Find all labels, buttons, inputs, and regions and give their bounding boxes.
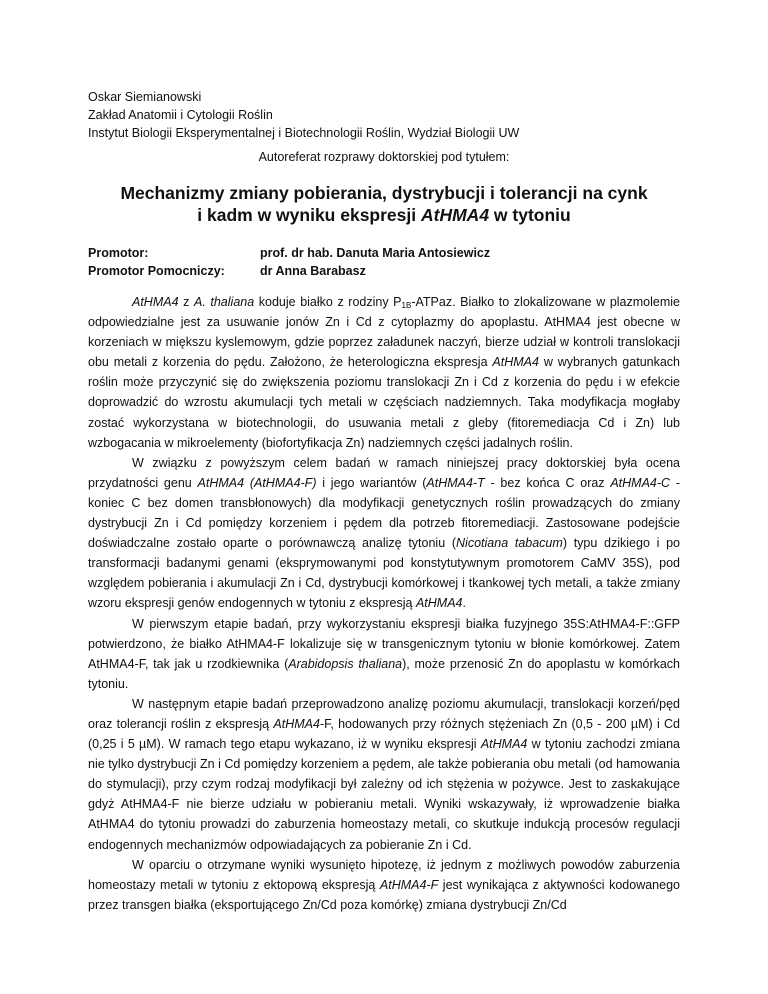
- species-name: A. thaliana: [193, 295, 255, 309]
- species-name: Arabidopsis thaliana: [288, 656, 403, 671]
- title-gene: AtHMA4: [421, 205, 490, 225]
- assistant-promotor-name: dr Anna Barabasz: [260, 264, 366, 278]
- assistant-promotor-row: [88, 262, 490, 280]
- gene-name: AtHMA4-T: [426, 475, 485, 490]
- text: i jego wariantów (: [316, 475, 427, 490]
- text: jest wynikająca z aktywności kodowanego przez transgen białka (eksportującego Zn/Cd poza komórkę) zmiana dystrybucji Zn/Cd: [88, 877, 680, 912]
- gene-name: AtHMA4-F: [379, 877, 439, 892]
- title-line-1: Mechanizmy zmiany pobierania, dystrybucji i tolerancji na cynk: [120, 183, 648, 203]
- paragraph-4: [88, 694, 680, 855]
- gene-name: AtHMA4: [132, 295, 179, 309]
- text: - koniec C bez domen transbłonowych) dla modyfikacji genetycznych roślin prowadzących do zmiany dystrybucji Zn i Cd pomiędzy korzeniem i pędem dla potrzeb fitoremediacji. Zastosowane podejście doświadczalne zostało oparte o porównawczą analizę tytoniu (: [88, 475, 680, 551]
- title-text: i kadm w wyniku ekspresji: [197, 205, 421, 225]
- paragraph-5: [88, 855, 680, 915]
- document-subtitle: Autoreferat rozprawy doktorskiej pod tytułem:: [258, 150, 510, 164]
- thesis-title: [100, 182, 668, 226]
- text: ), może przenosić Zn do apoplastu w komórkach tytoniu.: [88, 656, 681, 691]
- text: ) typu dzikiego i po transformacji badanymi genami (eksprymowanymi pod konstytutywnym promotorem CaMV 35S), pod względem pobierania i akumulacji Zn i Cd, dystrybucji komórkowej i tkankowej tych metali, a także zmiany wzoru ekspresji genów endogennych w tytoniu z ekspresją: [88, 536, 680, 611]
- author-header: [88, 88, 519, 142]
- paragraph-1: [88, 292, 680, 453]
- gene-name: AtHMA4: [415, 596, 463, 611]
- paragraph-3: [88, 614, 680, 694]
- text: -F, hodowanych przy różnych stężeniach Zn (0,5 - 200 µM) i Cd (0,25 i 5 µM). W ramach tego etapu wykazano, iż w wyniku ekspresji: [88, 716, 680, 752]
- text: w wybranych gatunkach roślin może przyczynić się do zwiększenia poziomu translokacji Zn i Cd z korzenia do pędu i w efekcie doprowadzić do wzrostu akumulacji tych metali w częściach nadziemnych. Taka modyfikacja mogłaby zostać wykorzystana w biotechnologii, do usuwania metali z gleby (fitoremediacja Cd i Zn) lub wzbogacania w mikroelementy (biofortyfikacja Zn) nadziemnych części jadalnych roślin.: [88, 355, 680, 450]
- author-name: Oskar Siemianowski: [88, 90, 202, 104]
- text: W pierwszym etapie badań, przy wykorzystaniu ekspresji białka fuzyjnego 35S:AtHMA4-F::GFP potwierdzono, że białko AtHMA4-F lokalizuje się w transgenicznym tytoniu w błonie komórkowej. Zatem AtHMA4-F, tak jak u rzodkiewnika (: [88, 616, 680, 671]
- gene-name: AtHMA4: [480, 737, 528, 752]
- promotors-block: [88, 244, 490, 280]
- gene-name: AtHMA4: [273, 716, 320, 731]
- text: koduje białko z rodziny P: [254, 295, 402, 309]
- subscript: 1B: [401, 301, 412, 310]
- text: W następnym etapie badań przeprowadzono analizę poziomu akumulacji, translokacji korzeń/pęd oraz tolerancji roślin z ekspresją: [88, 696, 680, 731]
- title-line-2: [100, 204, 668, 226]
- gene-name: AtHMA4-C: [610, 475, 671, 490]
- institute-name: Instytut Biologii Eksperymentalnej i Biotechnologii Roślin, Wydział Biologii UW: [88, 126, 520, 140]
- text: z: [178, 295, 194, 309]
- promotor-row: [88, 244, 490, 262]
- promotor-name: prof. dr hab. Danuta Maria Antosiewicz: [260, 246, 491, 260]
- paragraph-2: [88, 453, 680, 614]
- promotor-label: Promotor:: [88, 246, 149, 260]
- gene-name: AtHMA4: [492, 355, 539, 370]
- title-text: w tytoniu: [489, 205, 571, 225]
- species-name: Nicotiana tabacum: [456, 536, 563, 551]
- body-text: [88, 292, 680, 915]
- text: W oparciu o otrzymane wyniki wysunięto hipotezę, iż jednym z możliwych powodów zaburzenia homeostazy metali w tytoniu z ektopową ekspresją: [88, 857, 680, 892]
- text: .: [462, 596, 466, 611]
- gene-name: AtHMA4 (AtHMA4-F): [197, 475, 317, 490]
- department-name: Zakład Anatomii i Cytologii Roślin: [88, 108, 273, 122]
- text: W związku z powyższym celem badań w ramach niniejszej pracy doktorskiej była ocena przydatności genu: [88, 455, 680, 490]
- text: -ATPaz. Białko to zlokalizowane w plazmolemie odpowiedzialne jest za usuwanie jonów Zn i Cd z cytoplazmy do apoplastu. AtHMA4 jest obecne w korzeniach w miększu kyslemowym, gdzie poprzez załadunek naczyń, bierze udział w kontroli translokacji obu metali z korzenia do pędu. Założono, że heterologiczna ekspresja: [88, 295, 680, 370]
- assistant-promotor-label: Promotor Pomocniczy:: [88, 264, 225, 278]
- text: w tytoniu zachodzi zmiana nie tylko dystrybucji Zn i Cd pomiędzy korzeniem a pędem, ale także pobierania obu metali (od hamowania do stymulacji), przy czym rodzaj modyfikacji był zależny od ich stężenia w pożywce. Jest to zaskakujące gdyż AtHMA4-F nie bierze udziału w pobieraniu metali. Wyniki wskazywały, iż wprowadzenie białka AtHMA4 do tytoniu prowadzi do zaburzenia homeostazy metali, co skutkuje indukcją procesów regulacji endogennych mechanizmów odpowiadających za pobieranie Zn i Cd.: [88, 737, 680, 852]
- text: - bez końca C oraz: [484, 475, 611, 490]
